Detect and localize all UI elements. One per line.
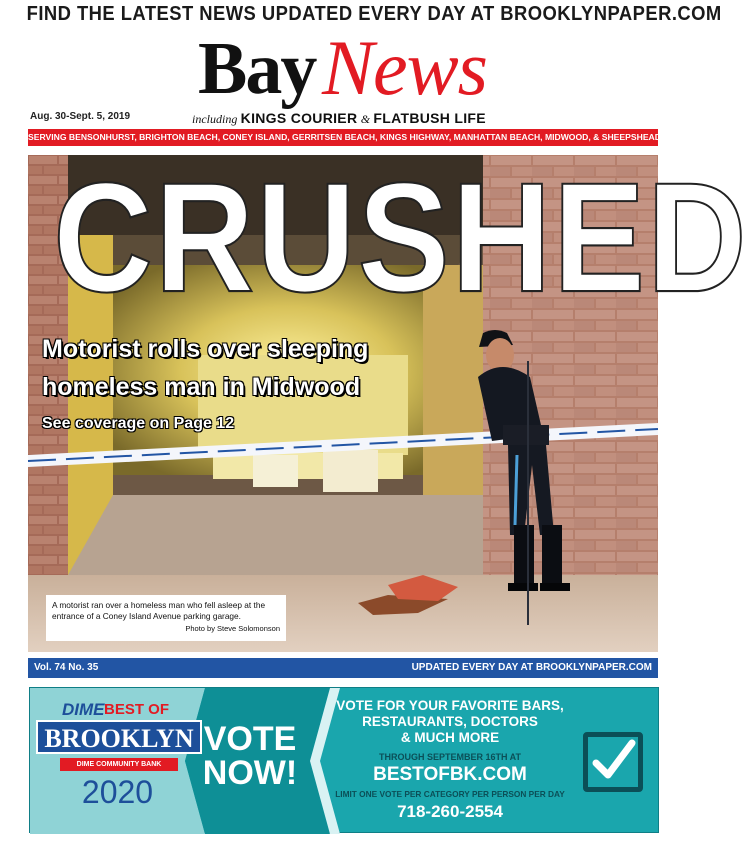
- updated-every-day-link[interactable]: UPDATED EVERY DAY AT BROOKLYNPAPER.COM: [411, 662, 652, 673]
- kings-courier-label: KINGS COURIER: [240, 110, 358, 126]
- cover-headline: CRUSHED: [53, 149, 748, 325]
- sponsor-ribbon: DIME COMMUNITY BANK: [60, 758, 178, 771]
- volume-number: Vol. 74 No. 35: [34, 662, 99, 673]
- caption-text: A motorist ran over a homeless man who fell asleep at the entrance of a Coney Island Avenue parking garage.: [52, 600, 266, 621]
- vote-line-1: VOTE: [203, 720, 297, 758]
- ad-url[interactable]: BESTOFBK.COM: [373, 764, 527, 785]
- vote-for-line-2: RESTAURANTS, DOCTORS: [362, 714, 538, 729]
- ad-year: 2020: [81, 774, 154, 810]
- issue-date: Aug. 30-Sept. 5, 2019: [30, 111, 131, 122]
- subhead-line-1: Motorist rolls over sleeping: [42, 335, 369, 363]
- cover-photo: [28, 149, 748, 652]
- ampersand: &: [360, 112, 371, 126]
- ad-phone[interactable]: 718-260-2554: [397, 802, 503, 821]
- vote-line-2: NOW!: [202, 754, 298, 792]
- including-prefix: including: [192, 112, 238, 126]
- photo-caption: [46, 595, 286, 641]
- checkbox-icon: [583, 732, 643, 792]
- subhead-line-2: homeless man in Midwood: [42, 373, 361, 401]
- volume-bar: [28, 658, 658, 678]
- masthead-news: News: [322, 24, 488, 111]
- masthead-bay: Bay: [198, 28, 316, 110]
- brooklyn-banner: BROOKLYN: [36, 720, 202, 754]
- masthead: [0, 24, 666, 111]
- including-line: [192, 110, 486, 127]
- ad-details: [330, 688, 570, 834]
- see-coverage-link[interactable]: See coverage on Page 12: [42, 415, 235, 432]
- vote-now-callout[interactable]: [180, 722, 320, 790]
- serving-areas-bar: SERVING BENSONHURST, BRIGHTON BEACH, CONEY ISLAND, GERRITSEN BEACH, KINGS HIGHWAY, MANHATTAN BEACH, MIDWOOD, & SHEEPSHEAD BAY: [28, 129, 658, 146]
- best-of-label: BEST OF: [104, 701, 170, 718]
- photo-credit: Photo by Steve Solomonson: [185, 624, 280, 633]
- top-banner-site[interactable]: BROOKLYNPAPER.COM: [500, 3, 722, 25]
- vote-limit: LIMIT ONE VOTE PER CATEGORY PER PERSON PER DAY: [335, 789, 565, 799]
- through-date: THROUGH SEPTEMBER 16TH AT: [378, 752, 521, 762]
- dime-logo: DIME: [62, 700, 105, 719]
- best-of-brooklyn-ad[interactable]: [29, 687, 659, 833]
- flatbush-life-label: FLATBUSH LIFE: [373, 110, 486, 126]
- vote-for-line-1: VOTE FOR YOUR FAVORITE BARS,: [336, 698, 564, 713]
- vote-for-line-3: & MUCH MORE: [400, 730, 500, 745]
- top-banner-lead: FIND THE LATEST NEWS UPDATED EVERY DAY AT: [26, 3, 495, 25]
- checkmark-icon: [588, 737, 638, 787]
